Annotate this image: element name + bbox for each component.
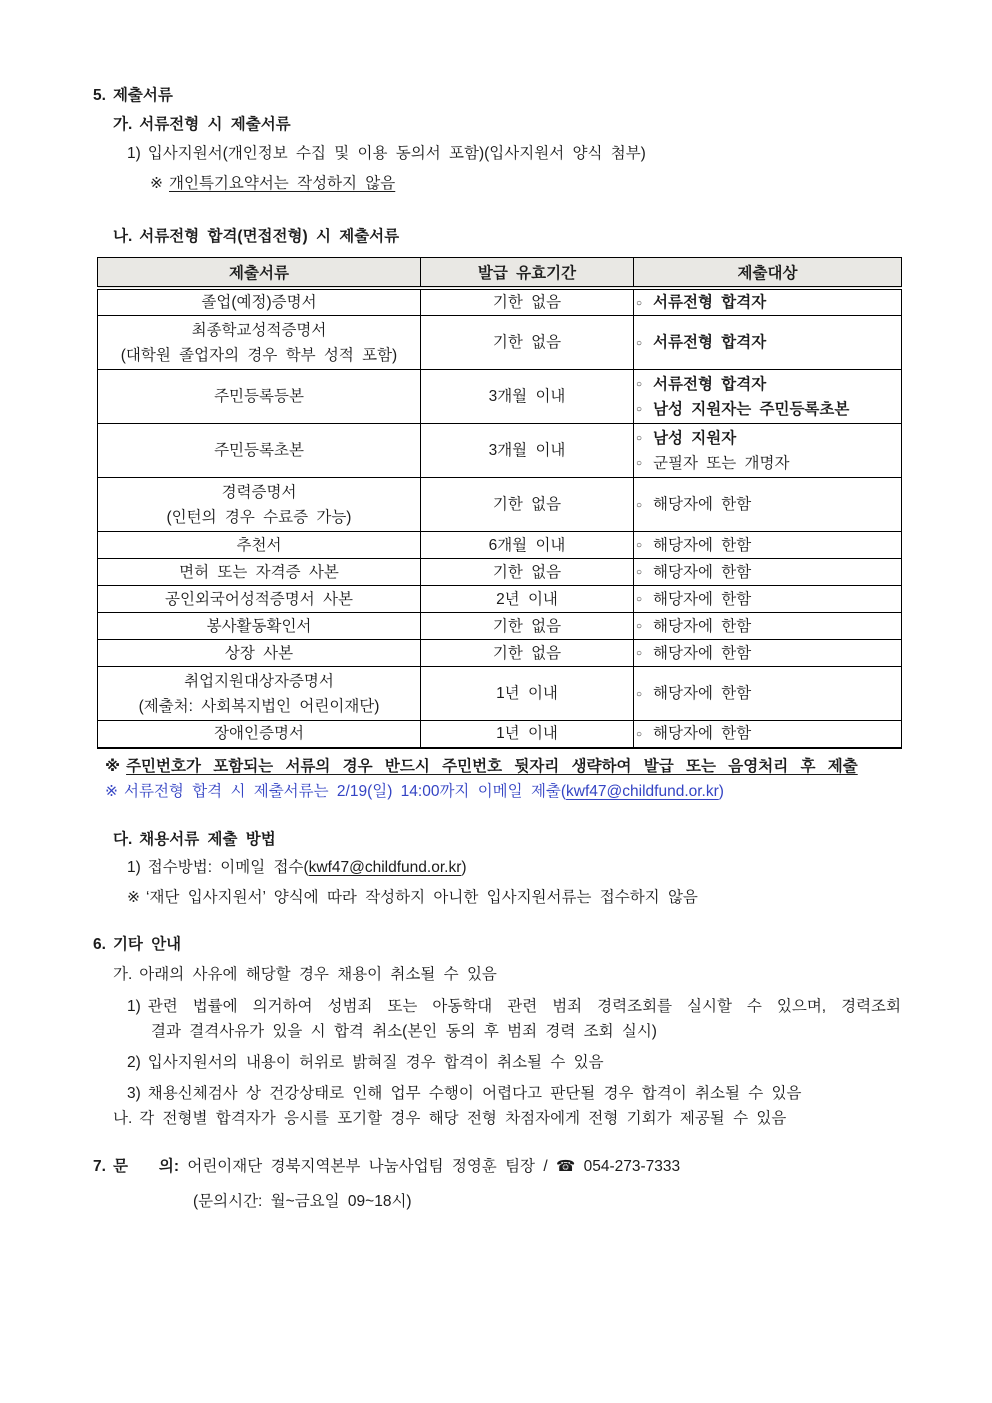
target-line xyxy=(636,492,899,517)
validity-period-text: 기한 없음 xyxy=(492,563,562,581)
document-name-line: 공인외국어성적증명서 사본 xyxy=(165,590,353,608)
target-line xyxy=(636,290,899,315)
validity-period-cell xyxy=(421,640,634,667)
subsection-number: 다. xyxy=(113,830,133,848)
reference-mark: ※ xyxy=(105,757,121,775)
reference-mark: ※ xyxy=(150,175,163,192)
item-number: 1) xyxy=(127,145,141,162)
column-header: 발급 유효기간 xyxy=(421,258,634,289)
target-line xyxy=(636,614,899,639)
target-text: 해당자에 한함 xyxy=(653,536,752,554)
subsection-number: 나. xyxy=(113,1109,133,1127)
document-name-line: 졸업(예정)증명서 xyxy=(201,294,317,311)
document-name-cell xyxy=(98,288,421,316)
section-title: 제출서류 xyxy=(112,87,173,104)
item-6a-1 xyxy=(127,994,901,1044)
document-name-line: 추천서 xyxy=(236,536,282,554)
contact-hours: (문의시간: 월~금요일 09~18시) xyxy=(193,1192,412,1210)
item-number: 2) xyxy=(127,1053,141,1071)
target-line xyxy=(636,681,899,706)
section-5-heading xyxy=(93,86,901,105)
table-row xyxy=(98,640,902,667)
submission-target-cell xyxy=(634,370,902,424)
item-text: 채용신체검사 상 건강상태로 인해 업무 수행이 어렵다고 판단될 경우 합격이 취소될 수 있음 xyxy=(147,1084,802,1102)
target-text: 군필자 또는 개명자 xyxy=(653,454,790,472)
circle-bullet-icon: ○ xyxy=(636,379,643,390)
section-title: 기타 안내 xyxy=(112,935,182,953)
note-deadline xyxy=(105,782,901,801)
target-text: 서류전형 합격자 xyxy=(653,334,767,351)
circle-bullet-icon: ○ xyxy=(636,458,643,469)
section-6-heading xyxy=(93,935,901,954)
reference-mark: ※ xyxy=(105,782,118,800)
table-row xyxy=(98,370,902,424)
document-name-cell xyxy=(98,370,421,424)
subsection-text: 아래의 사유에 해당할 경우 채용이 취소될 수 있음 xyxy=(139,965,497,983)
email-link[interactable]: kwf47@childfund.or.kr xyxy=(566,782,719,800)
target-line xyxy=(636,560,899,585)
target-text: 해당자에 한함 xyxy=(653,617,752,635)
document-name-line: 주민등록등본 xyxy=(214,388,304,405)
section-number: 5. xyxy=(93,87,106,104)
target-line xyxy=(636,587,899,612)
submission-target-cell xyxy=(634,613,902,640)
subsection-title: 서류전형 시 제출서류 xyxy=(139,116,291,133)
target-text: 서류전형 합격자 xyxy=(653,375,767,393)
validity-period-cell xyxy=(421,721,634,748)
submission-target-cell xyxy=(634,424,902,478)
target-text: 남성 지원자는 주민등록초본 xyxy=(653,400,850,418)
table-body xyxy=(98,288,902,748)
item-number: 3) xyxy=(127,1084,141,1102)
target-text: 해당자에 한함 xyxy=(653,496,752,513)
document-name-cell xyxy=(98,640,421,667)
column-header: 제출대상 xyxy=(634,258,902,289)
table-row xyxy=(98,532,902,559)
note-text: 개인특기요약서는 작성하지 않음 xyxy=(169,175,396,192)
document-name-cell xyxy=(98,316,421,370)
document-name-cell xyxy=(98,586,421,613)
submission-table xyxy=(97,257,902,749)
target-text: 해당자에 한함 xyxy=(653,685,752,702)
circle-bullet-icon: ○ xyxy=(636,297,643,309)
table-row xyxy=(98,586,902,613)
reference-mark: ※ xyxy=(127,888,140,906)
submission-target-cell xyxy=(634,667,902,721)
circle-bullet-icon: ○ xyxy=(636,540,643,551)
target-text: 남성 지원자 xyxy=(653,429,737,447)
table-row xyxy=(98,424,902,478)
contact-label: 문 의: xyxy=(112,1157,180,1175)
circle-bullet-icon: ○ xyxy=(636,404,643,415)
target-line xyxy=(636,372,899,397)
phone-number: 054-273-7333 xyxy=(583,1157,681,1175)
table-row xyxy=(98,478,902,532)
section-number: 7. xyxy=(93,1157,106,1175)
subsection-text: 각 전형별 합격자가 응시를 포기할 경우 해당 전형 차점자에게 전형 기회가 제공될 수 있음 xyxy=(139,1109,787,1127)
document-name-cell xyxy=(98,613,421,640)
document-name-line: 봉사활동확인서 xyxy=(206,617,312,635)
document-name-cell xyxy=(98,559,421,586)
note-5c xyxy=(127,888,901,907)
table-row xyxy=(98,613,902,640)
item-5a-1 xyxy=(127,144,901,163)
circle-bullet-icon: ○ xyxy=(636,648,643,659)
circle-bullet-icon: ○ xyxy=(636,688,643,700)
item-6a-3 xyxy=(127,1081,901,1106)
validity-period-cell xyxy=(421,667,634,721)
circle-bullet-icon: ○ xyxy=(636,594,643,605)
subsection-5a-heading xyxy=(113,115,901,134)
circle-bullet-icon: ○ xyxy=(636,621,643,632)
document-name-line: (제출처: 사회복지법인 어린이재단) xyxy=(138,697,380,715)
section-number: 6. xyxy=(93,935,106,953)
validity-period-text: 3개월 이내 xyxy=(488,388,566,405)
target-line xyxy=(636,721,899,746)
submission-target-cell xyxy=(634,478,902,532)
circle-bullet-icon: ○ xyxy=(636,728,643,740)
table-row xyxy=(98,721,902,748)
table-header-row xyxy=(98,258,902,289)
item-number: 1) xyxy=(127,858,141,876)
target-line xyxy=(636,451,899,476)
validity-period-text: 3개월 이내 xyxy=(488,442,566,459)
circle-bullet-icon: ○ xyxy=(636,499,643,511)
document-name-line: 상장 사본 xyxy=(224,644,294,662)
submission-target-cell xyxy=(634,288,902,316)
document-name-line: (인턴의 경우 수료증 가능) xyxy=(166,508,352,526)
item-text: 입사지원서의 내용이 허위로 밝혀질 경우 합격이 취소될 수 있음 xyxy=(147,1053,604,1071)
target-line xyxy=(636,397,899,422)
validity-period-cell xyxy=(421,559,634,586)
target-text: 해당자에 한함 xyxy=(653,563,752,581)
note-text: 서류전형 합격 시 제출서류는 2/19(일) 14:00까지 이메일 제출( xyxy=(124,782,567,800)
table-row xyxy=(98,316,902,370)
item-line: 결과 결격사유가 있을 시 합격 취소(본인 동의 후 범죄 경력 조회 실시) xyxy=(151,1022,657,1040)
note-text: ‘재단 입사지원서’ 양식에 따라 작성하지 아니한 입사지원서류는 접수하지 않음 xyxy=(146,888,698,906)
validity-period-cell xyxy=(421,532,634,559)
item-text: 접수방법: 이메일 접수( xyxy=(147,858,309,876)
circle-bullet-icon: ○ xyxy=(636,567,643,578)
email-link[interactable]: kwf47@childfund.or.kr xyxy=(308,858,462,876)
column-header: 제출서류 xyxy=(98,258,421,289)
validity-period-cell xyxy=(421,288,634,316)
note-text-suffix: ) xyxy=(718,782,724,800)
table-header xyxy=(98,258,902,289)
submission-target-cell xyxy=(634,586,902,613)
item-5c-1 xyxy=(127,858,901,877)
validity-period-text: 기한 없음 xyxy=(492,294,562,311)
table-row xyxy=(98,559,902,586)
target-text: 서류전형 합격자 xyxy=(653,294,767,311)
subsection-title: 서류전형 합격(면접전형) 시 제출서류 xyxy=(139,228,400,245)
table-row xyxy=(98,288,902,316)
subsection-6b xyxy=(113,1106,901,1131)
document-name-cell xyxy=(98,424,421,478)
table-row xyxy=(98,667,902,721)
circle-bullet-icon: ○ xyxy=(636,433,643,444)
item-6a-2 xyxy=(127,1050,901,1075)
submission-target-cell xyxy=(634,640,902,667)
target-line xyxy=(636,533,899,558)
subsection-number: 가. xyxy=(113,965,133,983)
document-name-cell xyxy=(98,721,421,748)
subsection-number: 나. xyxy=(113,228,133,245)
target-text: 해당자에 한함 xyxy=(653,725,752,743)
document-name-line: 경력증명서 xyxy=(221,483,297,501)
item-number: 1) xyxy=(127,997,141,1015)
document-name-line: 취업지원대상자증명서 xyxy=(184,672,334,690)
target-line xyxy=(636,330,899,355)
submission-target-cell xyxy=(634,559,902,586)
document-name-cell xyxy=(98,667,421,721)
section-7-contact xyxy=(93,1157,901,1176)
submission-target-cell xyxy=(634,316,902,370)
item-text: 관련 법률에 의거하여 성범죄 또는 아동학대 관련 범죄 경력조회를 실시할 수 있으며, 경력조회 xyxy=(147,997,901,1015)
document-name-line: 최종학교성적증명서 xyxy=(191,321,327,339)
contact-text: 어린이재단 경북지역본부 나눔사업팀 정영훈 팀장 / xyxy=(187,1157,548,1175)
validity-period-text: 기한 없음 xyxy=(492,496,562,513)
submission-target-cell xyxy=(634,721,902,748)
validity-period-cell xyxy=(421,478,634,532)
item-text-suffix: ) xyxy=(461,858,467,876)
document-name-line: 장애인증명서 xyxy=(214,725,304,743)
subsection-5b-heading xyxy=(113,227,901,246)
document-name-cell xyxy=(98,532,421,559)
item-text: 입사지원서(개인정보 수집 및 이용 동의서 포함)(입사지원서 양식 첨부) xyxy=(147,145,646,162)
document-name-line: 주민등록초본 xyxy=(214,442,304,459)
phone-icon: ☎ xyxy=(555,1157,576,1175)
document-name-line: 면허 또는 자격증 사본 xyxy=(179,563,339,581)
validity-period-cell xyxy=(421,424,634,478)
target-line xyxy=(636,426,899,451)
validity-period-text: 1년 이내 xyxy=(496,685,558,702)
validity-period-text: 기한 없음 xyxy=(492,334,562,351)
subsection-number: 가. xyxy=(113,116,133,133)
validity-period-text: 기한 없음 xyxy=(492,644,562,662)
circle-bullet-icon: ○ xyxy=(636,337,643,349)
subsection-6a xyxy=(113,965,901,984)
target-text: 해당자에 한함 xyxy=(653,590,752,608)
validity-period-cell xyxy=(421,613,634,640)
validity-period-cell xyxy=(421,316,634,370)
validity-period-text: 6개월 이내 xyxy=(488,536,566,554)
target-text: 해당자에 한함 xyxy=(653,644,752,662)
item-line xyxy=(127,994,901,1019)
submission-target-cell xyxy=(634,532,902,559)
target-line xyxy=(636,641,899,666)
validity-period-text: 기한 없음 xyxy=(492,617,562,635)
validity-period-cell xyxy=(421,370,634,424)
validity-period-text: 1년 이내 xyxy=(496,725,558,743)
document-name-cell xyxy=(98,478,421,532)
validity-period-text: 2년 이내 xyxy=(496,590,558,608)
document-name-line: (대학원 졸업자의 경우 학부 성적 포함) xyxy=(120,346,398,364)
note-text: 주민번호가 포함되는 서류의 경우 반드시 주민번호 뒷자리 생략하여 발급 또는 음영처리 후 제출 xyxy=(126,757,858,775)
subsection-5c-heading xyxy=(113,830,901,849)
validity-period-cell xyxy=(421,586,634,613)
note-resident-number xyxy=(105,757,901,776)
note-5a xyxy=(150,174,901,193)
subsection-title: 채용서류 제출 방법 xyxy=(139,830,276,848)
